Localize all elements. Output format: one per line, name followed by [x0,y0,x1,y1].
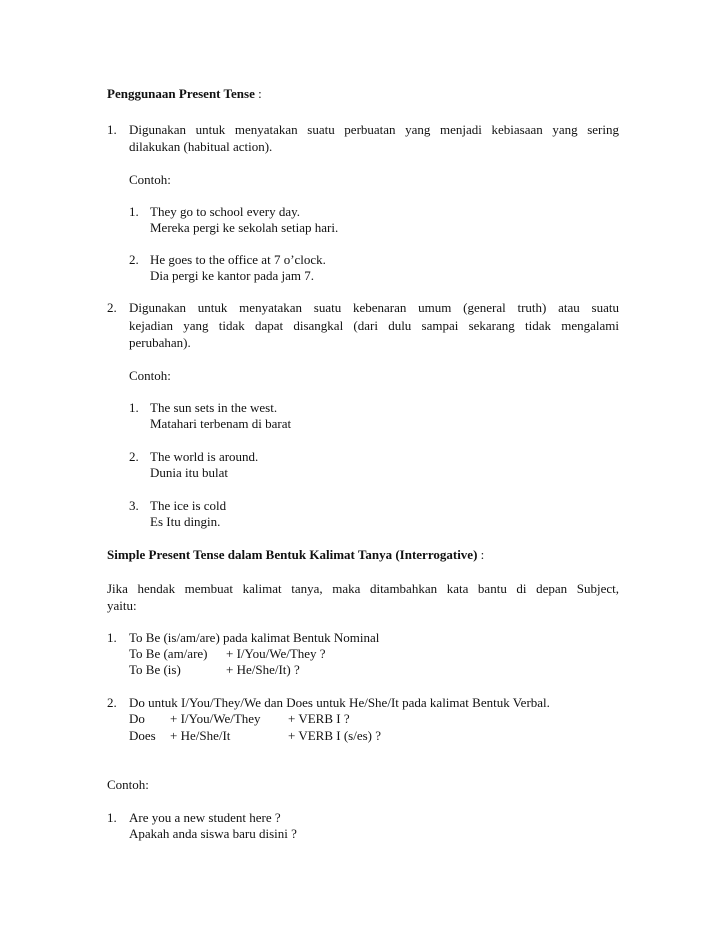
rule-formula-subject: + He/She/It) ? [226,662,300,677]
example-number: 2. [129,449,139,464]
list-number: 2. [107,300,117,315]
usage-text-line: Digunakan untuk menyatakan suatu kebenaran umum (general truth) atau suatu [129,300,619,315]
section-heading [107,547,484,563]
rule-formula-aux: To Be (am/are) [129,646,208,661]
section-heading-title: Penggunaan Present Tense [107,86,255,101]
rule-formula-aux: Do [129,711,145,726]
example-translation: Mereka pergi ke sekolah setiap hari. [150,220,339,235]
section-heading-colon: : [480,547,485,562]
rule-formula-subject: + He/She/It [170,728,231,743]
example-translation: Matahari terbenam di barat [150,416,292,431]
usage-text-line: kejadian yang tidak dapat disangkal (dari dulu sampai sekarang tidak mengalami [129,318,619,333]
list-number: 1. [107,122,117,137]
rule-formula-subject: + I/You/We/They [170,711,261,726]
section-heading [107,86,262,102]
example-english: He goes to the office at 7 o’clock. [150,252,326,267]
example-english: The ice is cold [150,498,227,513]
intro-text-line: Jika hendak membuat kalimat tanya, maka ditambahkan kata bantu di depan Subject, [107,581,619,596]
example-label: Contoh: [129,172,171,187]
usage-text-line: dilakukan (habitual action). [129,139,273,154]
section-heading-colon: : [258,86,262,101]
list-number: 1. [107,630,117,645]
rule-title: To Be (is/am/are) pada kalimat Bentuk Nominal [129,630,380,645]
example-number: 1. [107,810,117,825]
example-english: The world is around. [150,449,259,464]
rule-title: Do untuk I/You/They/We dan Does untuk He/She/It pada kalimat Bentuk Verbal. [129,695,550,710]
rule-formula-aux: Does [129,728,156,743]
example-label: Contoh: [107,777,149,792]
example-english: They go to school every day. [150,204,301,219]
example-translation: Dia pergi ke kantor pada jam 7. [150,268,315,283]
example-label: Contoh: [129,368,171,383]
example-number: 1. [129,204,139,219]
section-heading-title: Simple Present Tense dalam Bentuk Kalimat Tanya (Interrogative) [107,547,478,562]
usage-text-line: Digunakan untuk menyatakan suatu perbuatan yang menjadi kebiasaan yang sering [129,122,619,137]
rule-formula-subject: + I/You/We/They ? [226,646,326,661]
example-number: 3. [129,498,139,513]
rule-formula-verb: + VERB I (s/es) ? [288,728,382,743]
rule-formula-aux: To Be (is) [129,662,181,677]
intro-text-line: yaitu: [107,598,137,613]
list-number: 2. [107,695,117,710]
usage-text-line: perubahan). [129,335,191,350]
example-english: The sun sets in the west. [150,400,278,415]
example-translation: Dunia itu bulat [150,465,228,480]
rule-formula-verb: + VERB I ? [288,711,350,726]
example-translation: Es Itu dingin. [150,514,221,529]
example-number: 2. [129,252,139,267]
example-english: Are you a new student here ? [129,810,281,825]
example-translation: Apakah anda siswa baru disini ? [129,826,297,841]
example-number: 1. [129,400,139,415]
